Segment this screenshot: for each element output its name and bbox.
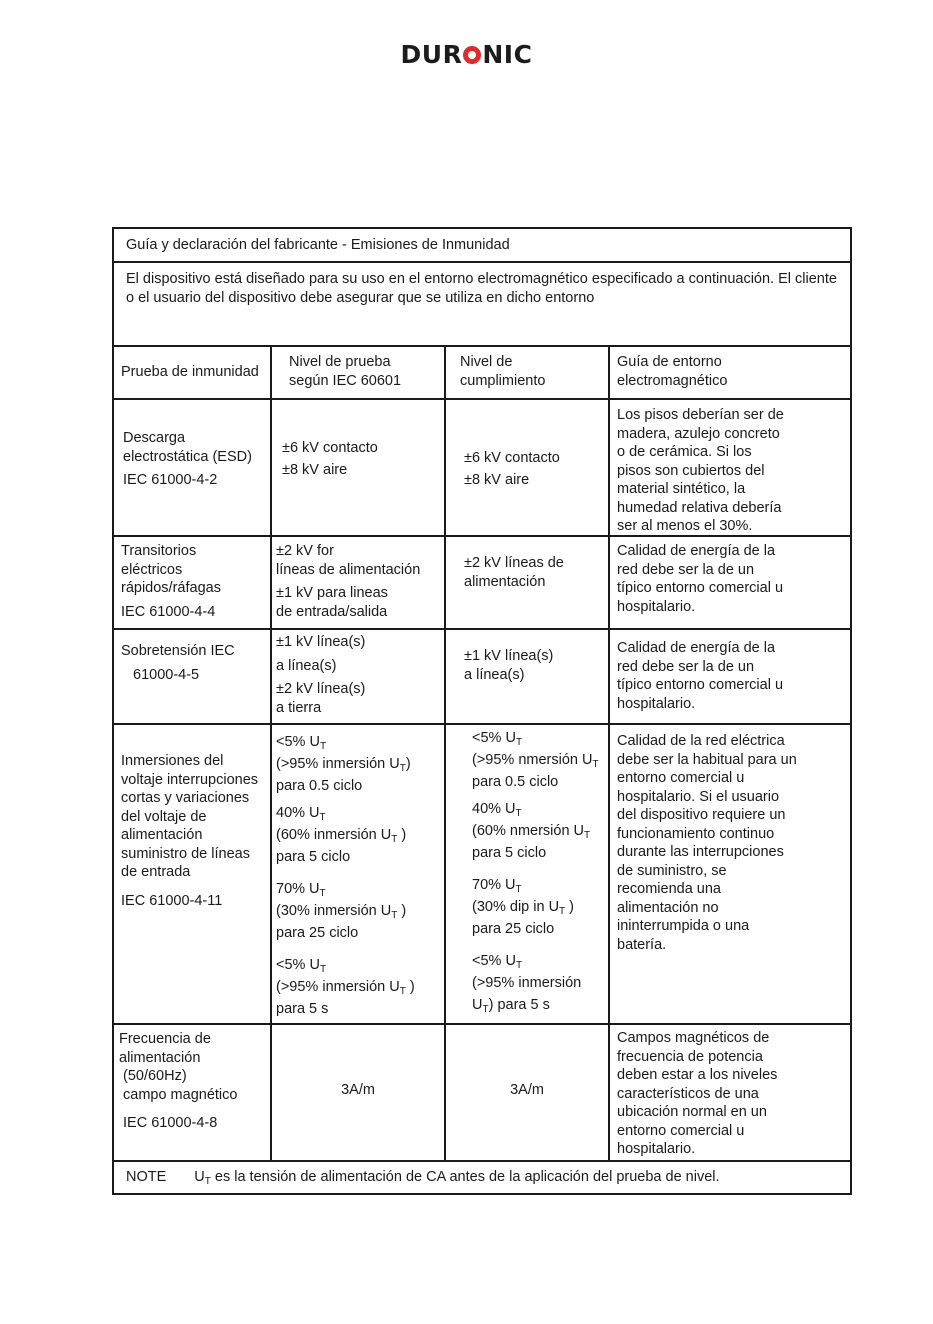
surge-level: ±1 kV línea(s) a línea(s) ±2 kV línea(s) a tierra (276, 634, 366, 716)
dips-guide: Calidad de la red eléctrica debe ser la habitual para un entorno comercial u hospitalario. Si el usuario del dispositivo requiere un funcionamiento continuo durante las interrupciones de suministro, se recomienda una alimentación no ininterrumpida o una batería. (617, 733, 797, 953)
esd-guide: Los pisos deberían ser de madera, azulejo concreto o de cerámica. Si los pisos son cubiertos del material sintético, la humedad relativa debería ser al menos el 30%. (617, 407, 784, 534)
eft-level: ±2 kV for líneas de alimentación ±1 kV para lineas de entrada/salida (276, 543, 421, 620)
surge-compliance: ±1 kV línea(s) a línea(s) (464, 648, 554, 683)
dips-test: Inmersiones del voltaje interrupciones cortas y variaciones del voltaje de alimentación suministro de líneas de entrada IEC 61000-4-11 (121, 753, 259, 909)
surge-test: Sobretensión IEC 61000-4-5 (121, 643, 235, 683)
power-logo-icon (463, 46, 481, 64)
esd-level: ±6 kV contacto ±8 kV aire (282, 440, 378, 478)
table-row (113, 1024, 851, 1161)
freq-level: 3A/m (341, 1082, 375, 1098)
eft-guide: Calidad de energía de la red debe ser la de un típico entorno comercial u hospitalario. (617, 543, 784, 615)
table-title-row (113, 228, 851, 262)
freq-test: Frecuencia de alimentación (50/60Hz) campo magnético IEC 61000-4-8 (119, 1031, 238, 1131)
table-note: NOTE $U_T$ es la tensión de alimentación de CA antes de la aplicación del prueba de nivel. (126, 1169, 720, 1187)
table-title: Guía y declaración del fabricante - Emisiones de Inmunidad (126, 237, 510, 253)
table-intro-row (113, 262, 851, 346)
dips-compliance: <5% $U_T$ (>95% nmersión $U_T$ para 0.5 ciclo 40% $U_T$ (60% nmersión $U_T$ para 5 ciclo 70% $U_T$ (30% dip in $U_T$ ) para 25 ciclo <5% $U_T$ (>95% inmersión $U_T$) para 5 s (472, 730, 599, 1015)
table-row (113, 536, 851, 629)
table-header-row (113, 346, 851, 399)
header-level: Nivel de prueba según IEC 60601 (289, 354, 402, 389)
dips-level: <5% $U_T$ (>95% inmersión $U_T$) para 0.5 ciclo 40% $U_T$ (60% inmersión $U_T$ ) para 5 ciclo 70% $U_T$ (30% inmersión $U_T$ ) para 25 ciclo <5% $U_T$ (>95% inmersión $U_T$ ) para 5 s (276, 734, 415, 1017)
header-guide: Guía de entorno electromagnético (617, 354, 728, 389)
eft-compliance: ±2 kV líneas de alimentación (464, 555, 564, 590)
esd-compliance: ±6 kV contacto ±8 kV aire (464, 450, 560, 488)
freq-compliance: 3A/m (510, 1082, 544, 1098)
header-test: Prueba de inmunidad (121, 364, 259, 380)
surge-guide: Calidad de energía de la red debe ser la de un típico entorno comercial u hospitalario. (617, 640, 784, 712)
freq-guide: Campos magnéticos de frecuencia de potencia deben estar a los niveles característicos de una ubicación normal en un entorno comercial u hospitalario. (617, 1030, 778, 1157)
immunity-table (112, 227, 852, 1195)
duronic-logo: DUR NIC (400, 40, 533, 69)
table-row (113, 724, 851, 1024)
esd-test: Descarga electrostática (ESD) IEC 61000-4-2 (123, 430, 252, 488)
header-compliance: Nivel de cumplimiento (460, 354, 546, 389)
table-intro: El dispositivo está diseñado para su uso en el entorno electromagnético especificado a continuación. El cliente o el usuario del dispositivo debe asegurar que se utiliza en dicho entorno (126, 271, 837, 306)
eft-test: Transitorios eléctricos rápidos/ráfagas IEC 61000-4-4 (121, 543, 221, 620)
table-note-row (113, 1161, 851, 1194)
table-row (113, 629, 851, 724)
table-row (113, 399, 851, 536)
